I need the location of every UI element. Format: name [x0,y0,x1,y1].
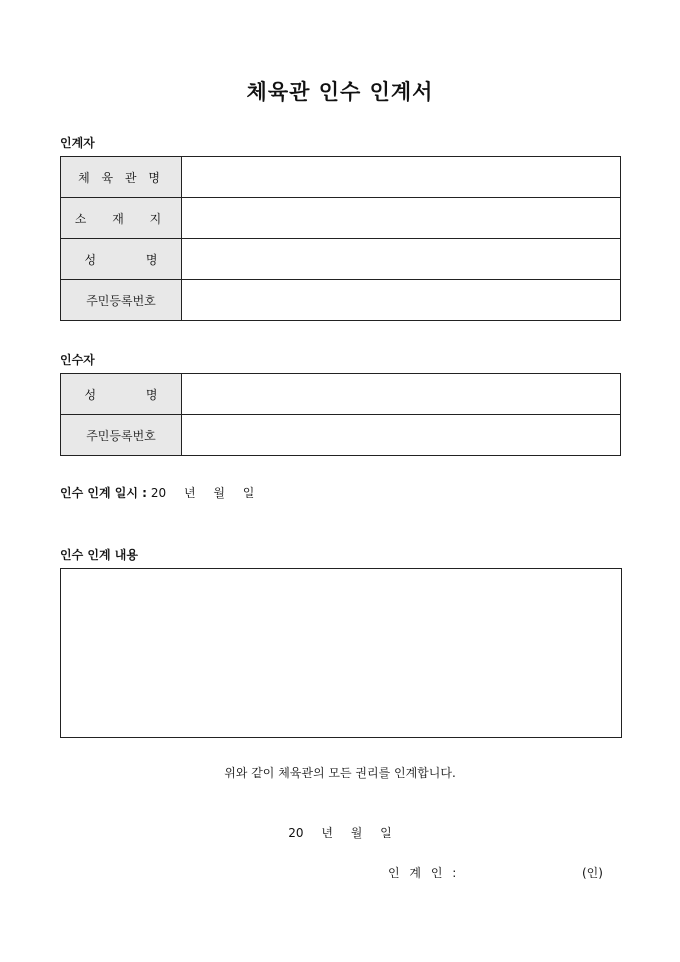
location-field[interactable] [182,198,621,239]
resident-number-field[interactable] [182,415,621,456]
signer-label: 인 계 인 : [388,866,460,880]
transferor-table [60,156,621,321]
handover-date-line [60,484,254,501]
gym-name-field[interactable] [182,157,621,198]
name-label: 성 명 [61,239,182,280]
seal-mark: (인) [582,866,603,880]
table-row [61,374,621,415]
resident-number-field[interactable] [182,280,621,321]
name-field[interactable] [182,239,621,280]
resident-number-label: 주민등록번호 [61,280,182,321]
handover-date-value[interactable]: 20 년 월 일 [150,486,255,500]
content-textarea[interactable] [60,568,622,738]
table-row [61,280,621,321]
resident-number-label: 주민등록번호 [61,415,182,456]
declaration-statement: 위와 같이 체육관의 모든 권리를 인계합니다. [224,766,456,780]
transferee-heading: 인수자 [60,353,95,367]
table-row [61,415,621,456]
signature-date[interactable]: 20 년 월 일 [288,826,392,840]
table-row [61,157,621,198]
name-label: 성 명 [61,374,182,415]
transferee-table [60,373,621,456]
handover-date-label: 인수 인계 일시 : [60,486,147,500]
table-row [61,239,621,280]
transferor-heading: 인계자 [60,136,95,150]
location-label: 소 재 지 [61,198,182,239]
document-title: 체육관 인수 인계서 [246,79,434,104]
table-row [61,198,621,239]
gym-name-label: 체 육 관 명 [61,157,182,198]
content-heading: 인수 인계 내용 [60,548,138,562]
name-field[interactable] [182,374,621,415]
